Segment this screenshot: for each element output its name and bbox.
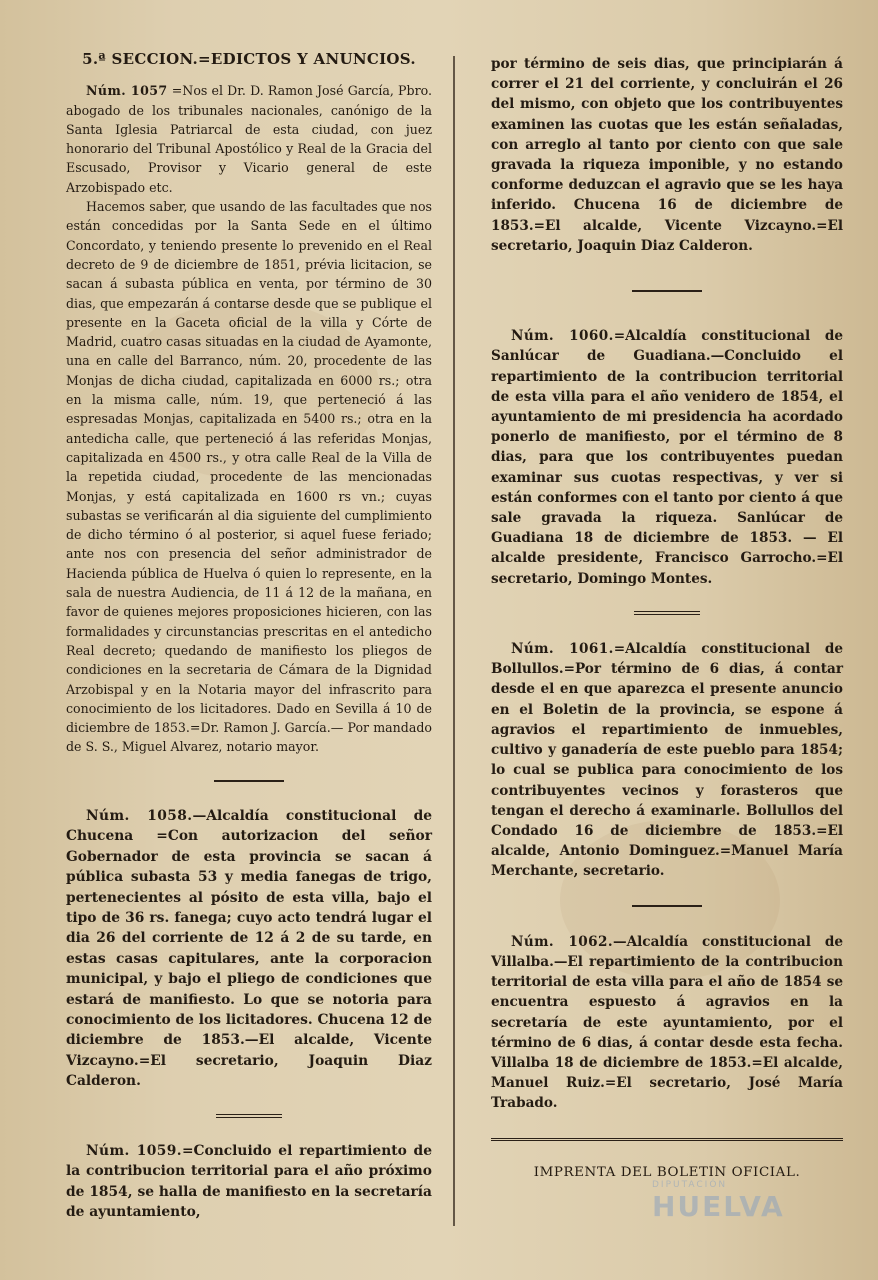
separator [66, 771, 432, 790]
notice-text: =Concluido el repartimiento de la contribucion territorial para el año próximo de 1854, se halla de manifiesto en la secretaría de ayuntamiento, [66, 1142, 432, 1221]
notice-paragraph [491, 326, 843, 589]
separator [491, 280, 843, 300]
separator [491, 603, 843, 623]
notice-paragraph [491, 639, 843, 881]
notice-number: Núm. 1057 [86, 83, 168, 99]
watermark-main-text: HUELVA [652, 1190, 785, 1223]
notice-number: Núm. 1061. [511, 641, 614, 658]
notice-heading: =Alcaldía constitucional de Bollullos. [491, 641, 843, 678]
left-column [66, 50, 432, 1223]
notice-1061 [491, 639, 843, 881]
watermark-top-text: DIPUTACIÓN [652, 1180, 728, 1190]
notice-heading: =Alcaldía constitucional de Sanlúcar de Guadiana. [491, 328, 843, 365]
notice-paragraph [66, 806, 432, 1092]
notice-number: Núm. 1059. [86, 1142, 182, 1159]
printer-imprint: IMPRENTA DEL BOLETIN OFICIAL. [533, 1164, 801, 1180]
notice-1060 [491, 326, 843, 589]
notice-paragraph [491, 932, 843, 1114]
footer-rule [491, 1138, 843, 1141]
notice-paragraph: Hacemos saber, que usando de las facultades que nos están concedidas por la Santa Sede en el último Concordato, y teniendo presente lo prevenido en el Real decreto de 9 de diciembre de 1851, prévia licitacion, se sacan á subasta pública en venta, por término de 30 dias, que empezarán á contarse desde que se publique el presente en la Gaceta oficial de la villa y Córte de Madrid, cuatro casas situadas en la ciudad de Ayamonte, una en calle del Barranco, núm. 20, procedente de las Monjas de dicha ciudad, capitalizada en 6000 rs.; otra en la misma calle, núm. 19, que perteneció á las espresadas Monjas, capitalizada en 5400 rs.; otra en la antedicha calle, que perteneció á las referidas Monjas, capitalizada en 4500 rs., y otra calle Real de la Villa de la repetida ciudad, procedente de las mencionadas Monjas, y está capitalizada en 1600 rs vn.; cuyas subastas se verificarán al dia siguiente del cumplimiento de dicho término ó al posterior, si aquel fuese feriado; ante nos con presencia del señor administrador de Hacienda pública de Huelva ó quien lo represente, en la sala de nuestra Audiencia, de 11 á 12 de la mañana, en favor de quienes mejores proposiciones hicieren, con las formalidades y circunstancias prescritas en el antedicho Real decreto; quedando de manifiesto los pliegos de condiciones en la secretaria de Cámara de la Dignidad Arzobispal y en la Notaria mayor del infrascrito para conocimiento de los licitadores. Dado en Sevilla á 10 de diciembre de 1853.=Dr. Ramon J. García.— Por mandado de S. S., Miguel Alvarez, notario mayor. [66, 199, 432, 755]
separator [491, 896, 843, 916]
column-divider [453, 56, 455, 1226]
notice-number: Núm. 1062. [511, 933, 613, 950]
watermark-logo [652, 1180, 802, 1254]
notice-paragraph [66, 1141, 432, 1223]
notice-1062 [491, 932, 843, 1114]
notice-heading: —Alcaldía constitucional de Villalba. [491, 933, 843, 970]
notice-1058 [66, 806, 432, 1092]
section-title: 5.ª SECCION.=EDICTOS Y ANUNCIOS. [82, 50, 416, 68]
notice-text: —El repartimiento de la contribucion territorial de esta villa para el año de 1854 se encuentra espuesto á agravios en la secretaría de este ayuntamiento, por el término de 6 dias, á contar desde esta fecha. Villalba 18 de diciembre de 1853.=El alcalde, Manuel Ruiz.=El secretario, José María Trabado. [491, 953, 843, 1112]
notice-text: por término de seis dias, que principiarán á correr el 21 del corriente, y concluirán el 26 del mismo, con objeto que los contribuyentes examinen las cuotas que les están señaladas, con arreglo al tanto por ciento con que sale gravada la riqueza imponible, y no estando conforme deduzcan el agravio que se les haya inferido. Chucena 16 de diciembre de 1853.=El alcalde, Vicente Vizcayno.=El secretario, Joaquin Diaz Calderon. [491, 56, 843, 254]
notice-number: Núm. 1058. [86, 807, 193, 824]
notice-heading: —Alcaldía constitucional de Chucena [66, 807, 432, 845]
notice-paragraph [66, 81, 432, 197]
notice-1057 [66, 81, 432, 756]
notice-text: =Con autorizacion del señor Gobernador de esta provincia se sacan á pública subasta 53 y media fanegas de trigo, pertenecientes al pósito de esta villa, bajo el tipo de 36 rs. fanega; cuyo acto tendrá lugar el dia 26 del corriente de 12 á 2 de su tarde, en estas casas capitulares, ante la corporacion municipal, y bajo el pliego de condiciones que estará de manifiesto. Lo que se notoria para conocimiento de los licitadores. Chucena 12 de diciembre de 1853.—El alcalde, Vicente Vizcayno.=El secretario, Joaquin Diaz Calderon. [66, 828, 432, 1090]
notice-1059-continued [491, 54, 843, 256]
notice-text: =Nos el Dr. D. Ramon José García, Pbro. abogado de los tribunales nacionales, canónigo de la Santa Iglesia Patriarcal de esta ciudad, con juez honorario del Tribunal Apostólico y Real de la Gracia del Escusado, Provisor y Vicario general de este Arzobispado etc. [66, 83, 432, 195]
notice-text: =Por término de 6 dias, á contar desde el en que aparezca el presente anuncio en el Boletin de la provincia, se espone á agravios el repartimiento de inmuebles, cultivo y ganadería de este pueblo para 1854; lo cual se publica para conocimiento de los contribuyentes vecinos y forasteros que tengan el derecho á examinarle. Bollullos del Condado 16 de diciembre de 1853.=El alcalde, Antonio Dominguez.=Manuel María Merchante, secretario. [491, 661, 843, 880]
notice-number: Núm. 1060. [511, 328, 614, 345]
notice-text: —Concluido el repartimiento de la contribucion territorial de esta villa para el año venidero de 1854, el ayuntamiento de mi presidencia ha acordado ponerlo de manifiesto, por el término de 8 dias, para que los contribuyentes puedan examinar sus cuotas respectivas, y ver si están conformes con el tanto por ciento á que sale gravada la riqueza. Sanlúcar de Guadiana 18 de diciembre de 1853. — El alcalde presidente, Francisco Garrocho.=El secretario, Domingo Montes. [491, 348, 843, 587]
separator [66, 1106, 432, 1125]
notice-1059 [66, 1141, 432, 1223]
right-column [491, 54, 843, 1183]
